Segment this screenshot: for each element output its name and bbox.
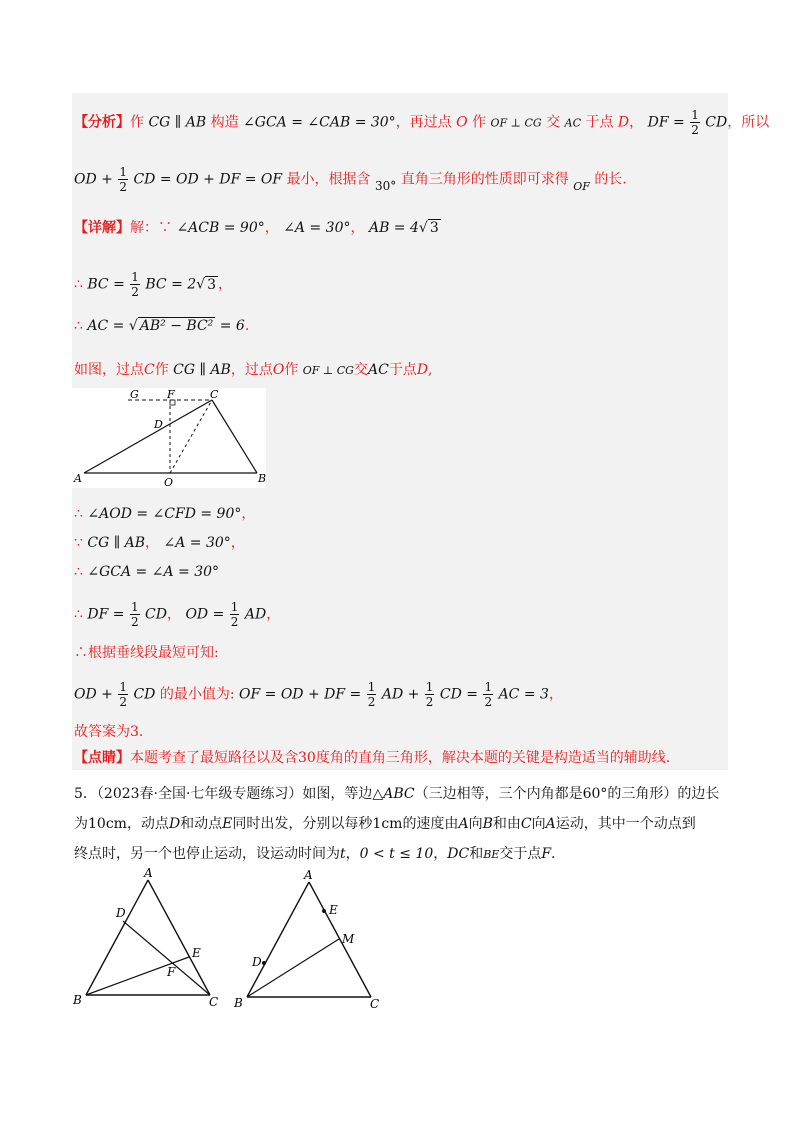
- math: CD =: [439, 686, 479, 703]
- text: .: [551, 846, 556, 862]
- text: 向: [531, 816, 546, 832]
- math: 3: [429, 220, 439, 236]
- math: ∠A = 30°: [163, 535, 231, 551]
- math: AC: [564, 116, 582, 130]
- figure-1-triangle: [72, 388, 266, 488]
- numerator: 1: [691, 108, 699, 122]
- step-1: ∴ ∠AOD = ∠CFD = 90°，: [74, 506, 256, 522]
- denominator: 2: [131, 285, 139, 299]
- text: 和: [469, 846, 484, 862]
- fraction: [130, 600, 140, 629]
- math: E: [222, 816, 233, 832]
- side-ac: [148, 880, 210, 995]
- math: D: [416, 362, 429, 378]
- text: 直角三角形的性质即可求得: [400, 171, 569, 188]
- label-c: C: [210, 388, 219, 401]
- label-c: C: [209, 995, 219, 1009]
- math: CG ∥ AB: [148, 114, 207, 131]
- text: 交: [353, 362, 368, 378]
- label-a: A: [144, 866, 153, 880]
- text: 如图，过点: [74, 362, 144, 378]
- text: 作: [472, 114, 487, 131]
- math: A: [545, 816, 556, 832]
- analysis-tag: 【分析】: [74, 114, 130, 131]
- text: 的长.: [594, 171, 627, 188]
- text: 终点时，另一个也停止运动，设运动时间为: [74, 846, 340, 862]
- text: （三边相等，三个内角都是: [414, 786, 583, 802]
- label-c: C: [370, 997, 380, 1011]
- label-o: O: [164, 476, 174, 488]
- math: OF ⊥ CG: [302, 364, 354, 377]
- text: 作: [154, 362, 169, 378]
- label-e: E: [192, 946, 201, 960]
- math: 3: [207, 276, 217, 293]
- question-line-3: [74, 844, 555, 865]
- math: ∠GCA = ∠A = 30°: [87, 564, 220, 580]
- step-2: ∵ CG ∥ AB， ∠A = 30°，: [74, 535, 245, 551]
- text: ，再过点: [395, 114, 452, 131]
- math: OD =: [185, 606, 225, 623]
- math: t: [340, 846, 346, 862]
- math: CG ∥ AB: [173, 362, 231, 378]
- math: CD: [145, 606, 167, 623]
- math: △ABC: [372, 786, 415, 802]
- label-b: B: [234, 996, 243, 1010]
- therefore-symbol: ∴: [74, 318, 83, 334]
- bc-line: ∴ BC = $\frac{1}{2}$ BC = 2√ 3 ，: [74, 270, 233, 299]
- math: ∠GCA = ∠CAB = 30°: [243, 114, 396, 131]
- point-e: [322, 909, 326, 913]
- math: F: [541, 846, 552, 862]
- math: AB² − BC²: [139, 318, 214, 334]
- text: 的速度由: [402, 816, 459, 832]
- label-g: G: [130, 388, 139, 401]
- label-f: F: [167, 388, 175, 401]
- math: BC = 2: [145, 276, 197, 293]
- math: DC: [447, 846, 470, 862]
- text: ，: [345, 846, 360, 862]
- denominator: 2: [130, 615, 139, 629]
- math: 1cm: [372, 816, 403, 832]
- denominator: 2: [484, 695, 493, 709]
- denominator: 2: [119, 695, 127, 709]
- math: D: [168, 816, 181, 832]
- math: BE: [483, 848, 500, 861]
- text: ，过点: [230, 362, 273, 378]
- label-a: A: [304, 868, 313, 882]
- figure-intro-line: 如图，过点C作 CG ∥ AB，过点O作 OF ⊥ CG交AC于点D,: [74, 362, 433, 378]
- math: OF ⊥ CG: [490, 116, 542, 130]
- text: 运动，其中一个动点到: [555, 816, 696, 832]
- therefore-symbol: ∴: [74, 506, 83, 522]
- side-ac: [309, 882, 371, 997]
- math: CD = OD + DF = OF: [133, 171, 283, 188]
- math: ∠ACB = 90°: [176, 220, 265, 236]
- answer-line: [74, 722, 143, 742]
- side-ab: [247, 882, 309, 997]
- analysis-line-1: [74, 108, 769, 137]
- point-text: 本题考查了最短路径以及含30度角的直角三角形，解决本题的关键是构造适当的辅助线.: [130, 750, 671, 766]
- math: = 6: [219, 318, 245, 334]
- math: O: [456, 114, 468, 131]
- math: ∠A = 30°: [283, 220, 351, 236]
- denominator: 2: [230, 615, 239, 629]
- math: O: [272, 362, 285, 378]
- detail-tag: 【详解】: [74, 220, 130, 236]
- text: 解：∵: [130, 220, 172, 236]
- label-a: A: [74, 472, 82, 485]
- math: BC =: [87, 276, 125, 293]
- math: AC: [367, 362, 389, 378]
- step-3: [74, 562, 219, 582]
- label-f: F: [167, 965, 176, 979]
- math: 0 < t ≤ 10: [359, 846, 434, 862]
- math: DF =: [647, 114, 685, 131]
- denominator: 2: [425, 695, 434, 709]
- math: CD: [133, 686, 156, 703]
- math: CG ∥ AB: [87, 535, 146, 551]
- text: 的最小值为:: [159, 686, 235, 703]
- step-5: [74, 643, 219, 663]
- denominator: 2: [119, 180, 127, 194]
- numerator: 1: [131, 270, 139, 284]
- text: 5．（2023春·全国·七年级专题练习）如图，等边: [74, 786, 373, 802]
- math: D: [617, 114, 630, 131]
- text: 的三角形）的边长: [607, 786, 720, 802]
- numerator: 1: [130, 600, 139, 614]
- text: ∴根据垂线段最短可知:: [74, 645, 219, 661]
- numerator: 1: [367, 680, 376, 694]
- point-d: [262, 961, 266, 965]
- text: 于点: [585, 114, 614, 131]
- ac-line: ∴ AC = √ AB² − BC² = 6.: [74, 318, 250, 334]
- label-e: E: [329, 903, 338, 917]
- numerator: 1: [119, 165, 127, 179]
- step-6: OD + $\frac{1}{2}$ CD 的最小值为: OF = OD + DF = $\frac{1}{2}$ AD + $\frac{1}{2}$ CD = $\frac{1}{2}$ AC = 3，: [74, 680, 563, 709]
- math: OF = OD + DF =: [239, 686, 362, 703]
- label-b: B: [258, 472, 266, 485]
- denominator: 2: [691, 123, 699, 137]
- text: ，: [629, 114, 644, 131]
- analysis-line-2: [74, 165, 627, 194]
- fraction: [425, 680, 435, 709]
- math: CD: [705, 114, 728, 131]
- math: 10cm: [88, 816, 127, 832]
- label-d: D: [154, 418, 163, 431]
- point-line: [74, 748, 670, 768]
- text: ，所以: [727, 114, 770, 131]
- fraction: [483, 680, 493, 709]
- therefore-symbol: ∴: [74, 564, 83, 580]
- math: C: [520, 816, 532, 832]
- question-line-1: [74, 784, 719, 804]
- text: 同时出发，分别以每秒: [232, 816, 373, 832]
- math: DF =: [87, 606, 125, 623]
- text: 构造: [210, 114, 239, 131]
- math: A: [458, 816, 469, 832]
- math: AD +: [381, 686, 420, 703]
- point-tag: 【点睛】: [74, 750, 130, 766]
- question-line-2: [74, 814, 696, 834]
- text: ，动点: [126, 816, 169, 832]
- math: OD +: [74, 686, 113, 703]
- math: ∠AOD = ∠CFD = 90°: [87, 506, 242, 522]
- math: AD: [244, 606, 267, 623]
- text: 为: [74, 816, 88, 832]
- figure-2-triangle: [68, 864, 228, 1014]
- fraction: [367, 680, 377, 709]
- text: 作: [284, 362, 299, 378]
- math: 60°: [582, 786, 608, 802]
- because-symbol: ∵: [74, 535, 83, 551]
- fraction: [690, 108, 700, 137]
- text: ，: [433, 846, 448, 862]
- text: 交: [546, 114, 561, 131]
- math: OF: [573, 179, 590, 193]
- therefore-symbol: ∴: [74, 276, 83, 293]
- denominator: 2: [367, 695, 376, 709]
- fraction: [230, 600, 240, 629]
- numerator: 1: [230, 600, 239, 614]
- therefore-symbol: ∴: [74, 606, 83, 623]
- text: 和动点: [180, 816, 223, 832]
- math: OD +: [74, 171, 113, 188]
- numerator: 1: [119, 680, 127, 694]
- step-4: ∴ DF = $\frac{1}{2}$ CD， OD = $\frac{1}{2}$ AD，: [74, 600, 281, 629]
- numerator: 1: [425, 680, 434, 694]
- label-m: M: [342, 932, 355, 946]
- text: 于点: [388, 362, 417, 378]
- figure-3-triangle: [230, 864, 390, 1016]
- fraction: [130, 270, 140, 299]
- math: AC = 3: [498, 686, 549, 703]
- math: AC =: [87, 318, 125, 334]
- fraction: [118, 680, 128, 709]
- label-d: D: [252, 955, 262, 969]
- label-b: B: [73, 993, 82, 1007]
- math: C: [144, 362, 155, 378]
- detail-line: 【详解】解：∵ ∠ACB = 90°， ∠A = 30°， AB = 4√ 3: [74, 220, 439, 236]
- text: 向: [468, 816, 483, 832]
- fraction: [118, 165, 128, 194]
- math: AB = 4: [368, 220, 419, 236]
- text: 和由: [492, 816, 521, 832]
- answer-text: 故答案为3.: [74, 724, 144, 740]
- math: 30°: [375, 178, 397, 193]
- side-ab: [86, 880, 148, 995]
- math: B: [482, 816, 493, 832]
- text: 最小，根据含: [286, 171, 371, 188]
- text: 作: [130, 114, 144, 131]
- text: 交于点: [499, 846, 542, 862]
- numerator: 1: [484, 680, 493, 694]
- label-d: D: [116, 906, 126, 920]
